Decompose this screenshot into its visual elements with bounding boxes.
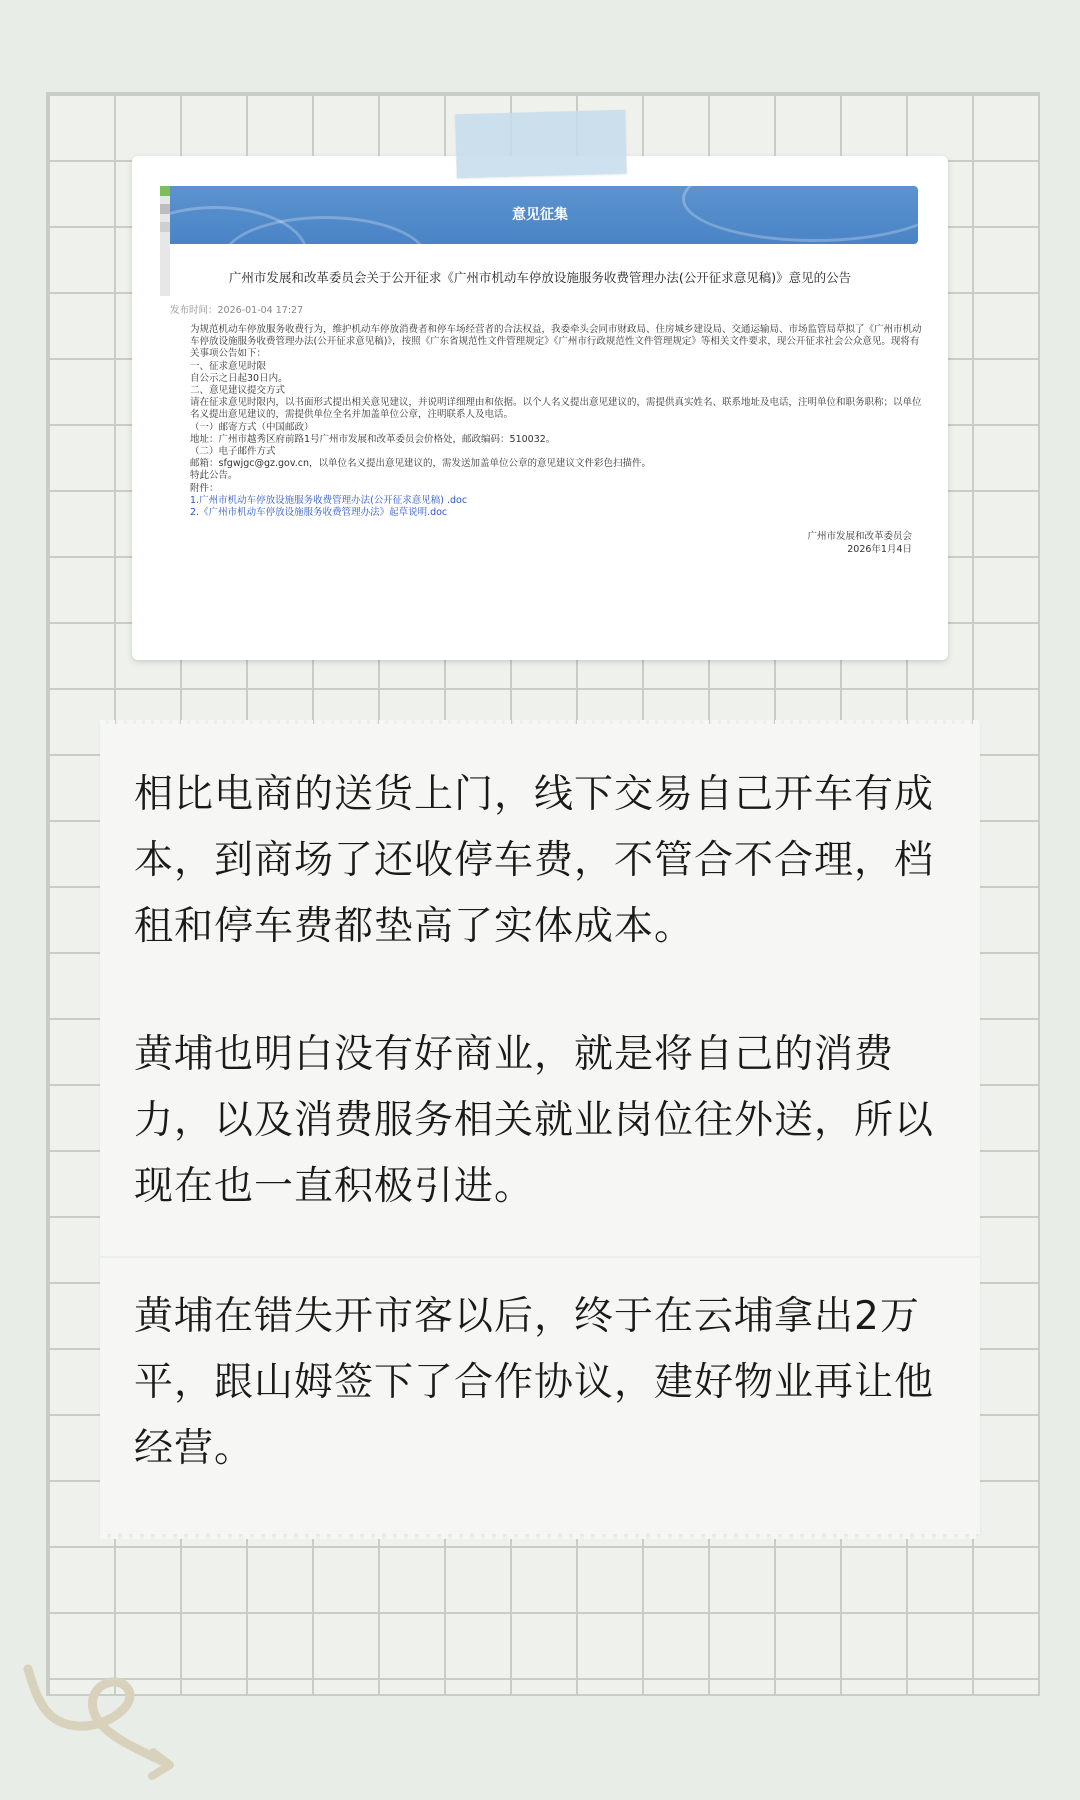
announcement-body (170, 324, 922, 519)
note-paragraph: 黄埔在错失开市客以后，终于在云埔拿出2万平，跟山姆签下了合作协议，建好物业再让他经营。 (134, 1294, 935, 1471)
color-icon (160, 186, 170, 196)
banner (162, 186, 918, 244)
tape-decoration (455, 110, 627, 178)
note-paragraph: 相比电商的送货上门，线下交易自己开车有成本，到商场了还收停车费，不管合不合理，档租和停车费都垫高了实体成本。 (134, 772, 935, 949)
body-paragraph: （二）电子邮件方式 (190, 446, 276, 458)
note-card (100, 724, 980, 1534)
signature-org: 广州市发展和改革委员会 (807, 531, 912, 542)
tool-icon (160, 222, 170, 232)
body-paragraph: 为规范机动车停放服务收费行为，维护机动车停放消费者和停车场经营者的合法权益，我委牵头会同市财政局、住房城乡建设局、交通运输局、市场监管局草拟了《广州市机动车停放设施服务收费管理办法(公开征求意见稿)》，按照《广东省规范性文件管理规定》《广州市行政规范性文件管理规定》等相关文件要求，现公开征求社会公众意见。现将有关事项公告如下： (190, 324, 922, 360)
body-paragraph: 二、意见建议提交方式 (190, 385, 286, 397)
attachment-link[interactable]: 2.《广州市机动车停放设施服务收费管理办法》起草说明.doc (190, 507, 448, 519)
note-paragraph: 黄埔也明白没有好商业，就是将自己的消费力，以及消费服务相关就业岗位往外送，所以现在也一直积极引进。 (134, 1032, 935, 1209)
signature-block (807, 530, 912, 556)
banner-title: 意见征集 (512, 207, 568, 223)
signature-date: 2026年1月4日 (847, 544, 912, 555)
announcement-title: 广州市发展和改革委员会关于公开征求《广州市机动车停放设施服务收费管理办法(公开征求意见稿)》意见的公告 (228, 270, 852, 285)
announcement-screenshot (132, 156, 948, 660)
divider (100, 1256, 980, 1258)
tool-icon (160, 204, 170, 214)
body-paragraph: 特此公告。 (190, 470, 238, 482)
body-paragraph: （一）邮寄方式（中国邮政） (190, 421, 314, 433)
body-paragraph: 自公示之日起30日内。 (190, 372, 288, 384)
body-paragraph: 一、征求意见时限 (190, 360, 267, 372)
swirl-arrow-icon (18, 1664, 188, 1784)
body-paragraph: 请在征求意见时限内，以书面形式提出相关意见建议，并说明详细理由和依据。以个人名义提出意见建议的，需提供真实姓名、联系地址及电话，注明单位和职务职称；以单位名义提出意见建议的，需提供单位全名并加盖单位公章，注明联系人及电话。 (190, 397, 922, 421)
publish-date: 发布时间：2026-01-04 17:27 (170, 305, 304, 316)
body-paragraph: 邮箱：sfgwjgc@gz.gov.cn，以单位名义提出意见建议的，需发送加盖单位公章的意见建议文件彩色扫描件。 (190, 458, 652, 470)
attachment-link[interactable]: 1.广州市机动车停放设施服务收费管理办法(公开征求意见稿) .doc (190, 494, 468, 506)
body-paragraph: 地址：广州市越秀区府前路1号广州市发展和改革委员会价格处，邮政编码：510032。 (190, 433, 556, 445)
body-paragraph: 附件： (190, 482, 219, 494)
